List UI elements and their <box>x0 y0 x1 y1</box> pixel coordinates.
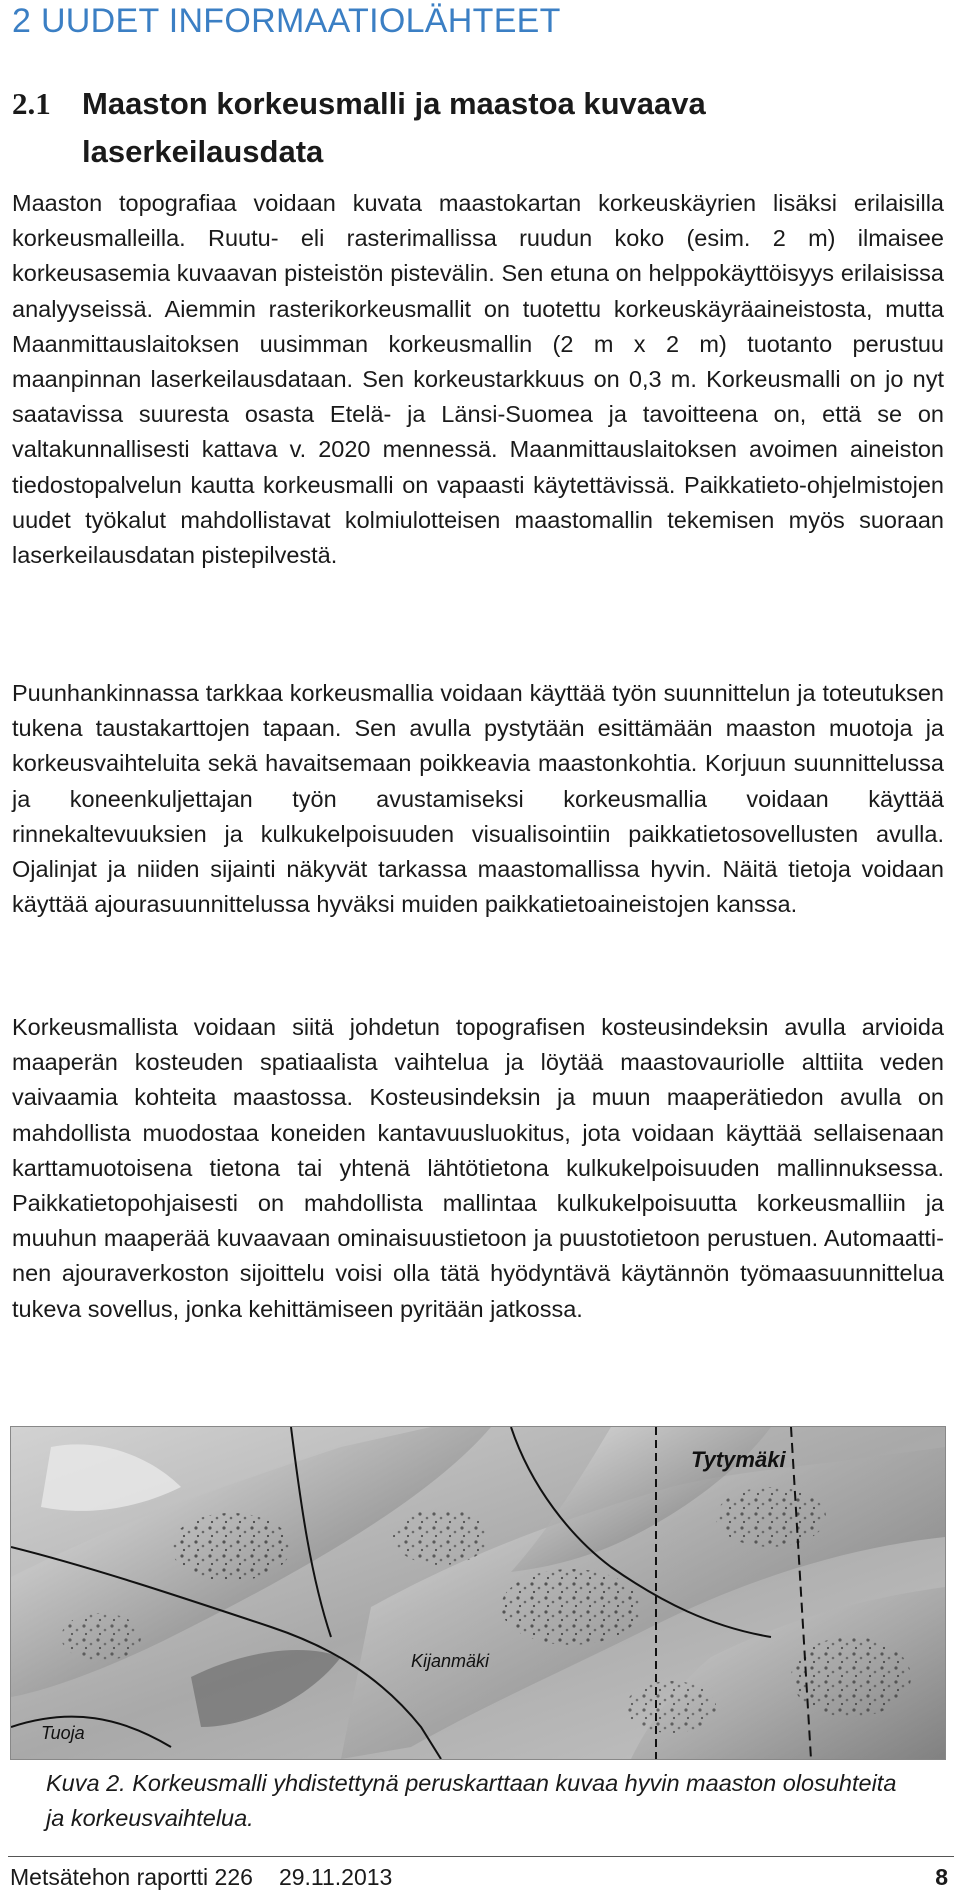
hillshade-map-image <box>11 1427 945 1759</box>
page-number: 8 <box>935 1864 948 1890</box>
section-title-line2: laserkeilausdata <box>82 134 324 169</box>
figure-caption: Kuva 2. Korkeusmalli yhdistettynä peruskarttaan kuvaa hyvin maaston olosuhteita ja korkeusvaihtelua. <box>46 1770 897 1831</box>
footer-divider <box>8 1856 954 1857</box>
body-paragraph-3: Korkeusmallista voidaan siitä johdetun topografisen kosteusindeksin avulla arvioida maaperän kosteuden spatiaalista vaihtelua ja löytää maastovauriolle alttiita veden vaivaamia kohteita maastossa. Kosteusindeksin ja muun maaperätiedon avulla on mahdollista muodostaa koneiden kantavuusluokitus, jota voidaan käyttää sellaisenaan karttamuotoisena tietona tai yhtenä lähtötietona kulkukelpoisuuden mallinnuksessa. Paikkatietopohjaisesti on mahdollista mallintaa kulkukelpoisuutta korkeusmalliin ja muuhun maaperää kuvaavaan ominaisuustietoon ja puustotietoon perustuen. Automaattinen ajouraverkoston sijoittelu voisi olla tätä hyödyntävä käytännön työmaasuunnittelua tukeva sovellus, jonka kehittämiseen pyritään jatkossa. <box>12 1014 944 1322</box>
section-title-line1: Maaston korkeusmalli ja maastoa kuvaava <box>82 86 706 121</box>
section-number: 2.1 <box>12 86 51 121</box>
footer-publication-info <box>10 1864 392 1891</box>
map-label-kijanmaki: Kijanmäki <box>411 1651 490 1671</box>
chapter-title: 2 UUDET INFORMAATIOLÄHTEET <box>12 2 561 40</box>
map-label-tuoja: Tuoja <box>41 1723 85 1743</box>
section-heading <box>12 80 706 176</box>
body-paragraph-1: Maaston topografiaa voidaan kuvata maastokartan korkeuskäyrien lisäksi erilaisilla korkeusmalleilla. Ruutu- eli rasterimallissa ruudun koko (esim. 2 m) ilmaisee korkeusasemia kuvaavan pisteistön pistevälin. Sen etuna on helppokäyttöisyys erilaisissa analyyseissä. Aiemmin rasterikorkeusmallit on tuotettu korkeuskäyräaineistosta, mutta Maanmittauslaitoksen uusimman korkeusmallin (2 m x 2 m) tuotanto perustuu maanpinnan laserkeilausdataan. Sen korkeustarkkuus on 0,3 m. Korkeusmalli on jo nyt saatavissa suuresta osasta Etelä- ja Länsi-Suomea ja tavoitteena on, että se on valtakunnallisesti kattava v. 2020 mennessä. Maanmittauslaitoksen avoimen aineiston tiedostopalvelun kautta korkeusmalli on vapaasti käytettävissä. Paikkatieto-ohjelmistojen uudet työkalut mahdollistavat kolmiulotteisen maastomallin tekemisen myös suoraan laserkeilausdatan pistepilvestä. <box>12 190 944 569</box>
map-label-tytymaki: Tytymäki <box>691 1447 786 1472</box>
elevation-model-map <box>10 1426 946 1760</box>
body-paragraph-2: Puunhankinnassa tarkkaa korkeusmallia voidaan käyttää työn suunnittelun ja toteutuksen tukena taustakarttojen tapaan. Sen avulla pystytään esittämään maaston muotoja ja korkeusvaihteluita sekä havaitsemaan poikkeavia maastonkohtia. Korjuun suunnittelussa ja koneenkuljettajan työn avustamiseksi korkeusmallia voidaan käyttää rinnekaltevuuksien ja kulkukelpoisuuden visualisointiin paikkatietosovellusten avulla. Ojalinjat ja niiden sijainti näkyvät tarkassa maastomallissa hyvin. Näitä tietoja voidaan käyttää ajourasuunnittelussa hyväksi muiden paikkatietoaineistojen kanssa. <box>12 680 944 918</box>
footer-publication: Metsätehon raportti 226 <box>10 1864 253 1890</box>
footer-date: 29.11.2013 <box>278 1864 393 1890</box>
